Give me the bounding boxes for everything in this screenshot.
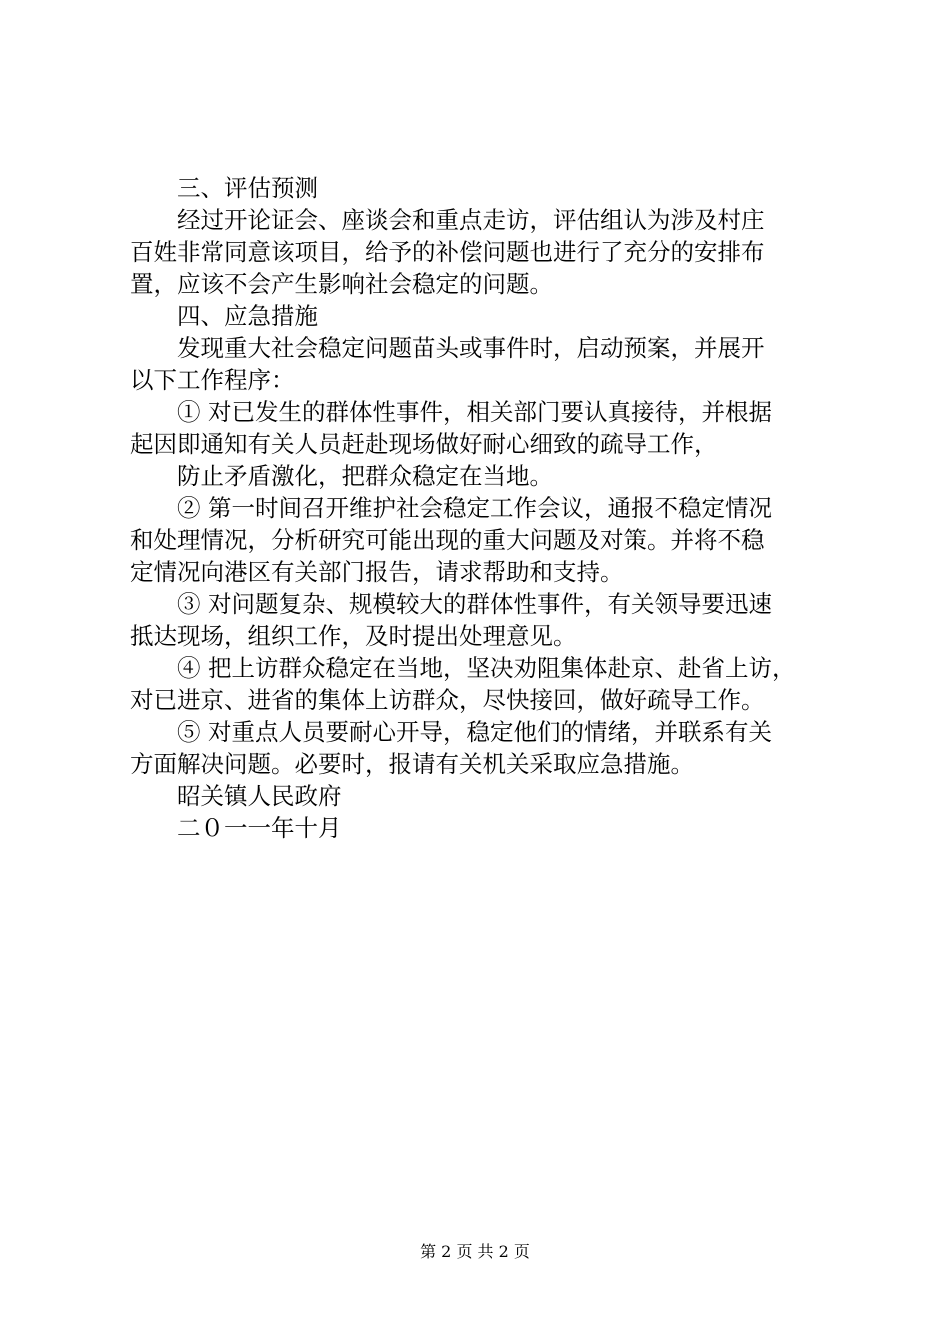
text-line: 发现重大社会稳定问题苗头或事件时，启动预案，并展开 <box>177 334 765 362</box>
text-line: ① 对已发生的群体性事件，相关部门要认真接待，并根据 <box>177 398 772 426</box>
list-item-3 <box>130 588 830 652</box>
text-line: 以下工作程序： <box>130 366 295 394</box>
list-item-5 <box>130 716 830 780</box>
text-line: 三、评估预测 <box>177 174 318 202</box>
text-line: 和处理情况，分析研究可能出现的重大问题及对策。并将不稳 <box>130 526 765 554</box>
list-item-1-continued <box>130 460 830 492</box>
text-line: ② 第一时间召开维护社会稳定工作会议，通报不稳定情况 <box>177 494 772 522</box>
text-line: 方面解决问题。必要时，报请有关机关采取应急措施。 <box>130 750 694 778</box>
paragraph-emergency-intro <box>130 332 830 396</box>
signature-organization <box>130 780 830 812</box>
text-line: 对已进京、进省的集体上访群众，尽快接回，做好疏导工作。 <box>130 686 765 714</box>
text-line: 抵达现场，组织工作，及时提出处理意见。 <box>130 622 577 650</box>
list-item-1 <box>130 396 830 460</box>
text-line: ③ 对问题复杂、规模较大的群体性事件，有关领导要迅速 <box>177 590 772 618</box>
text-line: 百姓非常同意该项目，给予的补偿问题也进行了充分的安排布 <box>130 238 765 266</box>
text-line: 定情况向港区有关部门报告，请求帮助和支持。 <box>130 558 624 586</box>
paragraph-assessment <box>130 204 830 300</box>
text-line: 经过开论证会、座谈会和重点走访，评估组认为涉及村庄 <box>177 206 765 234</box>
signature-date <box>130 812 830 844</box>
list-item-4 <box>130 652 830 716</box>
text-line: 昭关镇人民政府 <box>177 782 342 810</box>
text-line: 置，应该不会产生影响社会稳定的问题。 <box>130 270 553 298</box>
list-item-2 <box>130 492 830 588</box>
heading-assessment <box>130 172 830 204</box>
document-body <box>130 172 830 844</box>
page-number-footer: 第 2 页 共 2 页 <box>420 1242 530 1261</box>
text-line: 防止矛盾激化，把群众稳定在当地。 <box>177 462 553 490</box>
text-line: 四、应急措施 <box>177 302 318 330</box>
text-line: 起因即通知有关人员赶赴现场做好耐心细致的疏导工作， <box>130 430 718 458</box>
text-line: ④ 把上访群众稳定在当地，坚决劝阻集体赴京、赴省上访， <box>177 654 796 682</box>
text-line: ⑤ 对重点人员要耐心开导，稳定他们的情绪，并联系有关 <box>177 718 772 746</box>
text-line: 二０一一年十月 <box>177 814 342 842</box>
heading-emergency <box>130 300 830 332</box>
